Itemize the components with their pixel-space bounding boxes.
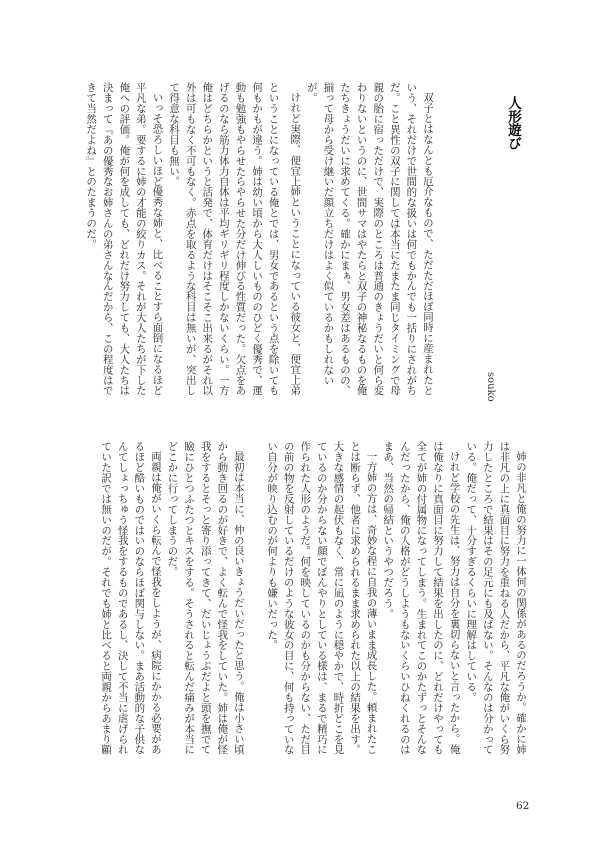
text-line: いう、それだけで世間的な扱いは何でもかんでも一括りにされがち — [404, 82, 417, 396]
text-line: の前の物を反射しているだけのような彼女の目に、何も持っていな — [281, 441, 294, 755]
text-line: るほど酷いものではいのならほぼ関与しない。まあ活動的な子供な — [132, 441, 145, 755]
text-line: たちきょうだいに求めてくる。確かにまぁ、男女差はあるものの、 — [338, 82, 351, 396]
text-line: 決まって『あの優秀なお姉さんの弟さんなんだから、この程度はで — [100, 82, 113, 396]
text-line: いる。俺だって、十分すぎるくらいに理解はしている。 — [464, 441, 477, 703]
text-line: 何もかもが違う。姉は幼い頃から大人しいもののひどく優秀で、運 — [250, 82, 263, 396]
text-line: は俺なりに真面目に努力して結果を出したのに、どれだけやっても — [431, 441, 444, 755]
text-line: は非凡の上に真面目に努力を重ねる人だから、平凡な俺がいくら努 — [497, 441, 510, 755]
text-line: から動き回るのが好きで、よく転んで怪我をしていた。姉は俺が怪 — [215, 441, 228, 755]
text-line: だ。こと異性の双子に関しては本当にたまたま同じタイミングで母 — [387, 82, 400, 396]
text-line: 姉の非凡と俺の努力に一体何の関係があるのだろうか。確かに姉 — [514, 451, 526, 755]
text-line: んてしょっちゅう怪我をするものであるし、決して不当に虐げられ — [115, 441, 128, 755]
page-number: 62 — [516, 800, 530, 812]
text-line: ていた訳では無いのだが。それでも姉と比べると両親からあまり顧 — [99, 441, 112, 755]
text-line: わりないというのに、世間サマはやたらと双子の神秘なるものを俺 — [354, 82, 367, 396]
author-name: souko — [485, 372, 496, 402]
text-line: 動も勉強もやらせたらやらせた分だけ伸びる性質だった。欠点をあ — [233, 82, 246, 396]
text-line: 双子とはなんとも厄介なもので、ただただほぼ同時に産まれたと — [421, 92, 433, 396]
text-line: ているのか分からない顔でぼんやりとしている様は、まるで精巧に — [314, 441, 327, 755]
text-line: が。 — [304, 82, 317, 103]
text-line: 俺はどちらかというと活発で、体育だけはそこそこ出来るがそれ以 — [200, 82, 213, 396]
text-line: 親の胎に宿っただけで、実際のところは普通のきょうだいと何ら変 — [371, 82, 384, 396]
text-line: ということになっている俺とでは、男女であるという点を除いても — [266, 82, 279, 396]
text-line: いっそ恐ろしいほど優秀な姉と、比べることすら面倒になるほど — [150, 92, 163, 396]
text-line: けれど学校の先生は、努力は自分を裏切らないと言ったから。俺 — [447, 451, 460, 755]
text-line: げるのなら筋力体力自体は平均ギリギリ程度しかないくらい。一方 — [216, 82, 229, 396]
story-title: 人形遊び — [505, 96, 521, 150]
body-text-lower — [97, 441, 528, 773]
text-line: 外は可もなく不可もなく。赤点を取るような科目は無いが、突出し — [183, 82, 196, 396]
text-line: んだったから、俺の人格がどうしようもないくらいひねくれるのは — [397, 441, 410, 755]
blank-line — [246, 441, 263, 773]
text-line: 力したところで結果はその足元にも及ばない。そんなのは分かって — [480, 441, 493, 755]
text-line: 一方姉の方は、奇妙な程に自我の薄いまま成長した。頼まれたこ — [364, 451, 377, 755]
text-line: て得意な科目も無い。 — [167, 82, 180, 187]
text-line: とは断らず、他者に求められるまま求められた以上の結果を出す。 — [348, 441, 361, 755]
text-line: 大きな感情の起伏もなく、常に凪のように穏やかで、時折どこを見 — [331, 441, 344, 755]
text-line: 我をするとそっと寄り添ってきて、だいじょうぶだよと頭を撫でて — [198, 441, 211, 755]
text-line: 俺への評価。俺が何を成しても、どれだけ努力しても、大人たちは — [117, 82, 130, 396]
text-line: 両親は俺がいくら転んで怪我をしようが、病院にかかる必要があ — [148, 451, 161, 755]
text-line: 最初は本当に、仲の良いきょうだいだったと思う。俺は小さい頃 — [231, 451, 244, 755]
text-line: 作られた人形のようだ。何を映しているのかも分からない、ただ目 — [298, 441, 311, 755]
text-line: きて当然だよね』とのたまうのだ。 — [84, 82, 97, 250]
text-line: どこかに行ってしまうのだ。 — [165, 441, 178, 577]
text-line: い自分が映り込むのが何よりも嫌いだった。 — [265, 441, 278, 650]
text-line: 揃って母から受け継いだ顔立ちだけはよく似ているかもしれない — [321, 82, 334, 386]
text-line: 全てが姉の付属物になってしまう。生まれてこのかたずっとそんな — [414, 441, 427, 755]
text-line: まあ、当然の帰結というやつだろう。 — [381, 441, 394, 619]
text-line: けれど実際、便宜上姉ということになっている彼女と、便宜上弟 — [288, 92, 301, 396]
body-text-upper — [82, 82, 435, 414]
text-line: 平凡な弟。要するに姉の才能の絞りカス。それが大人たちが下した — [133, 82, 146, 396]
text-line: 瞼にひとつふたつとキスをする。そうされると転んだ痛みが本当に — [182, 441, 195, 755]
